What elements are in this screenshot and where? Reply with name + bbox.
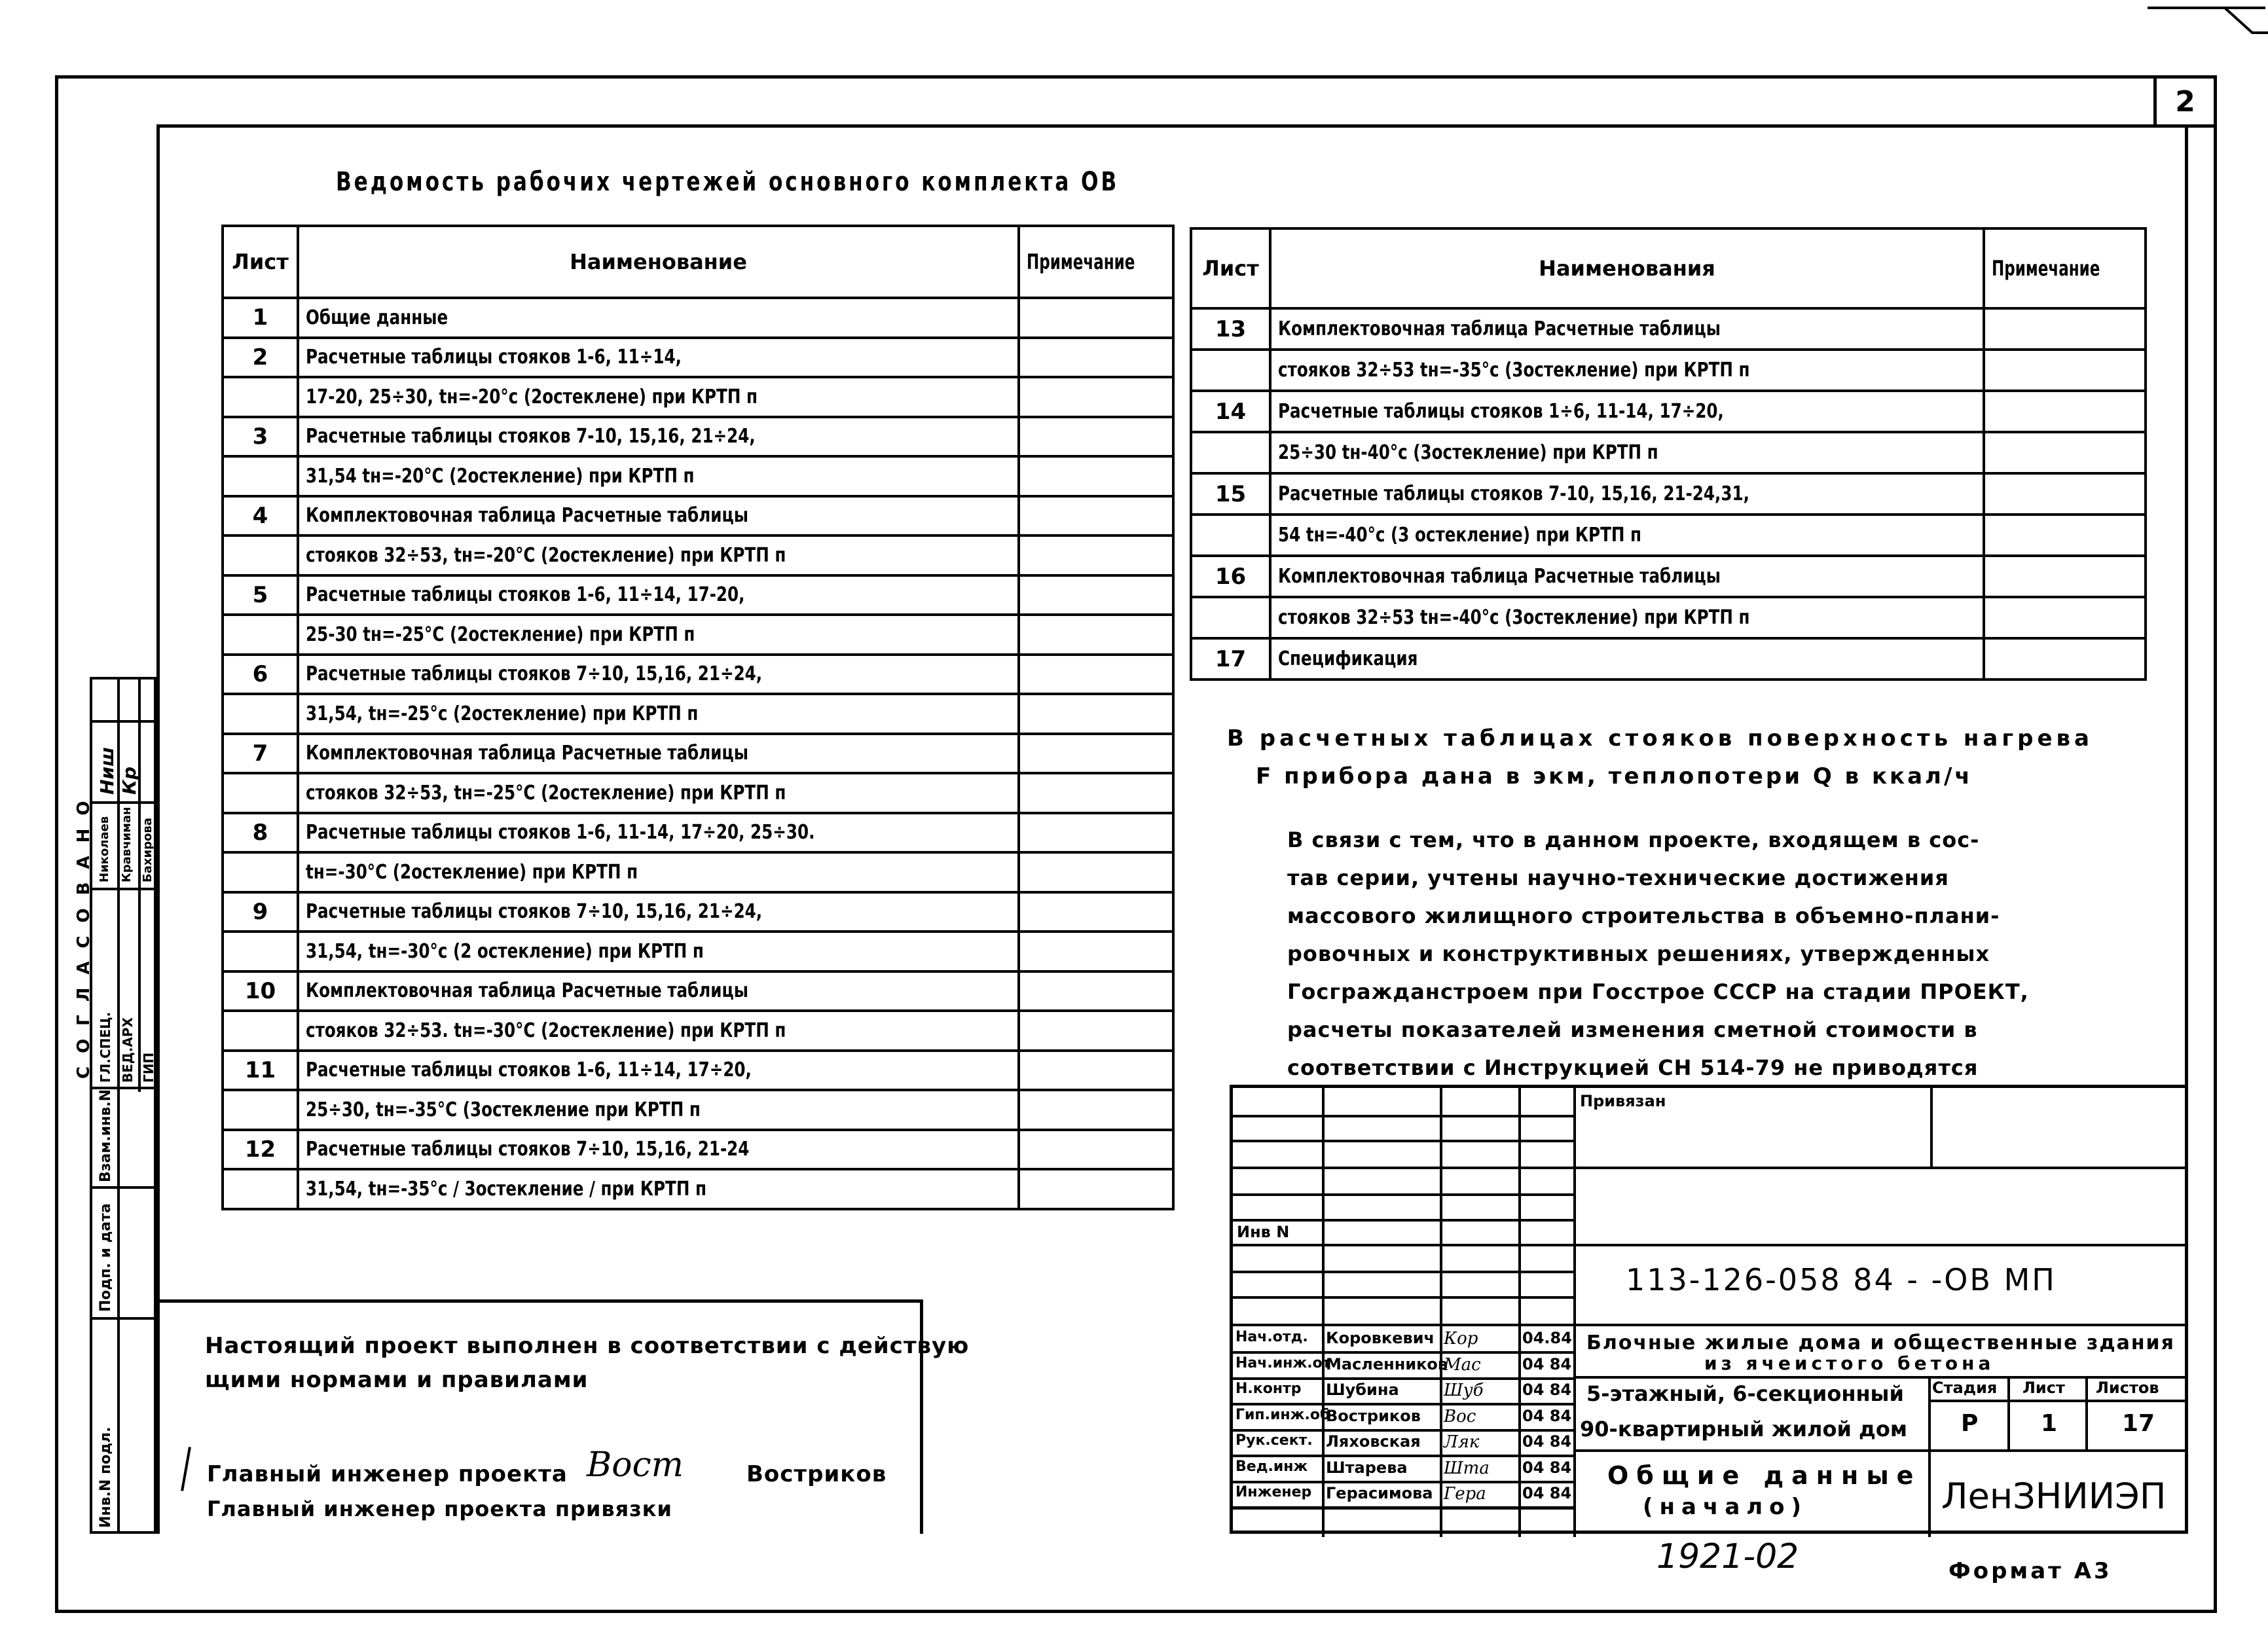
sheet-number-cell xyxy=(223,535,298,575)
personnel-signature: Ляк xyxy=(1444,1432,1480,1452)
table-row xyxy=(223,1011,1173,1051)
title-block xyxy=(1230,1085,2185,1534)
note2-line: соответствии с Инструкцией СН 514-79 не приводятся xyxy=(1287,1055,1979,1080)
sheet-number-cell xyxy=(223,773,298,813)
sheets-total-value: 17 xyxy=(2122,1410,2155,1437)
name-text: Расчетные таблицы стояков 1-6, 11-14, 17÷20, 25÷30. xyxy=(306,821,815,844)
name-cell xyxy=(298,852,1019,892)
name-cell xyxy=(1270,638,1984,680)
sheet-number-cell xyxy=(223,1090,298,1130)
table-row xyxy=(1191,432,2146,473)
name-text: стояков 32÷53, tн=-20°С (2остекление) при КРТП п xyxy=(306,543,786,567)
table-row xyxy=(1191,308,2146,350)
note-cell xyxy=(1019,338,1173,378)
stamp-name: Николаев xyxy=(98,816,111,882)
personnel-date: 04 84 xyxy=(1522,1432,1572,1451)
note-cell xyxy=(1019,655,1173,695)
name-text: Расчетные таблицы стояков 7÷10, 15,16, 21÷24, xyxy=(306,662,763,686)
name-cell xyxy=(298,1169,1019,1209)
personnel-role: Н.контр xyxy=(1235,1381,1302,1397)
name-cell xyxy=(298,694,1019,734)
right-table-body xyxy=(1191,308,2146,680)
table-row xyxy=(223,932,1173,971)
sheet-number-cell: 2 xyxy=(223,338,298,378)
note2-line: массового жилищного строительства в объемно-плани- xyxy=(1287,903,2000,928)
table-row xyxy=(223,1051,1173,1091)
name-text: стояков 32÷53 tн=-35°с (3остекление) при КРТП п xyxy=(1278,359,1750,382)
personnel-date: 04 84 xyxy=(1522,1381,1572,1399)
name-cell xyxy=(298,932,1019,971)
name-text: Расчетные таблицы стояков 7-10, 15,16, 21÷24, xyxy=(306,425,756,448)
table-row xyxy=(1191,515,2146,556)
name-cell xyxy=(298,892,1019,932)
sheet-number-cell xyxy=(223,615,298,655)
table-row xyxy=(223,535,1173,575)
note-cell xyxy=(1019,575,1173,615)
name-cell xyxy=(298,377,1019,417)
note1-line: В расчетных таблицах стояков поверхность нагрева xyxy=(1227,725,2093,752)
sheet-number-cell: 14 xyxy=(1191,391,1270,432)
table-row xyxy=(223,655,1173,695)
header-name: Наименования xyxy=(1270,228,1984,308)
name-cell xyxy=(1270,597,1984,638)
note2-line: В связи с тем, что в данном проекте, входящем в сос- xyxy=(1287,827,1980,852)
name-text: Расчетные таблицы стояков 1÷6, 11-14, 17÷20, xyxy=(1278,400,1724,423)
personnel-role: Нач.инж.от xyxy=(1235,1354,1331,1371)
table-row xyxy=(223,298,1173,338)
table-row xyxy=(223,1130,1173,1170)
personnel-signature: Гера xyxy=(1444,1484,1486,1504)
name-text: 25-30 tн=-25°С (2остекление) при КРТП п xyxy=(306,623,695,646)
personnel-name: Герасимова xyxy=(1326,1484,1433,1502)
personnel-role: Инженер xyxy=(1235,1484,1312,1500)
sheet-number-cell xyxy=(1191,432,1270,473)
table-row xyxy=(223,734,1173,774)
name-text: 31,54 tн=-20°С (2остекление) при КРТП п xyxy=(306,464,695,488)
personnel-name: Шубина xyxy=(1326,1381,1399,1399)
stage-label: Стадия xyxy=(1932,1379,1998,1397)
bound-label: Привязан xyxy=(1580,1092,1666,1110)
personnel-date: 04.84 xyxy=(1522,1329,1572,1347)
sheet-number-cell: 1 xyxy=(223,298,298,338)
note-cell xyxy=(1019,813,1173,853)
name-cell xyxy=(298,734,1019,774)
document-code: 113-126-058 84 - -ОВ МП xyxy=(1626,1262,2057,1297)
name-cell xyxy=(298,535,1019,575)
sheet-number-cell: 4 xyxy=(223,496,298,536)
sheet-number-cell xyxy=(223,1169,298,1209)
sheet-number-cell: 16 xyxy=(1191,556,1270,597)
stamp-title: СОГЛАСОВАНО xyxy=(74,788,94,1079)
personnel-name: Штарева xyxy=(1326,1458,1408,1477)
sheet-number-cell: 5 xyxy=(223,575,298,615)
note2-line: тав серии, учтены научно-технические достижения xyxy=(1287,865,1949,890)
sheet-number-cell: 8 xyxy=(223,813,298,853)
personnel-date: 04 84 xyxy=(1522,1484,1572,1502)
name-text: 31,54, tн=-25°с (2остекление) при КРТП п xyxy=(306,702,699,725)
table-row xyxy=(1191,597,2146,638)
name-text: 25÷30 tн-40°с (3остекление) при КРТП п xyxy=(1278,441,1658,464)
stage-value: Р xyxy=(1961,1410,1979,1437)
compliance-statement-line: щими нормами и правилами xyxy=(205,1367,589,1393)
table-row xyxy=(1191,556,2146,597)
chief-engineer-signature: Вост xyxy=(587,1445,684,1485)
personnel-name: Востриков xyxy=(1326,1406,1421,1425)
table-row xyxy=(223,338,1173,378)
name-text: Расчетные таблицы стояков 1-6, 11÷14, 17÷20, xyxy=(306,1059,752,1082)
personnel-name: Ляховская xyxy=(1326,1432,1421,1451)
table-row xyxy=(223,575,1173,615)
drawing-list-table-left xyxy=(221,225,1175,1210)
sheet-number: 2 xyxy=(2175,84,2195,118)
name-text: стояков 32÷53 tн=-40°с (3остекление) при КРТП п xyxy=(1278,606,1750,629)
note-cell xyxy=(1019,377,1173,417)
sheet-number-cell: 13 xyxy=(1191,308,1270,350)
drawing-list-table-right xyxy=(1190,227,2147,681)
building-line: 90-квартирный жилой дом xyxy=(1580,1417,1907,1441)
sheet-number-box xyxy=(2153,75,2217,128)
page-title: Ведомость рабочих чертежей основного комплекта ОВ xyxy=(336,167,1120,197)
table-header-row xyxy=(223,226,1173,298)
personnel-date: 04 84 xyxy=(1522,1354,1572,1373)
sheet-value: 1 xyxy=(2041,1410,2058,1437)
note-cell xyxy=(1984,515,2146,556)
strip-label-inventory: Инв.N подл. xyxy=(98,1426,114,1528)
note-cell xyxy=(1019,694,1173,734)
stamp-signature: Ниш xyxy=(96,747,118,795)
note-cell xyxy=(1984,308,2146,350)
side-strip xyxy=(90,1089,156,1534)
note-cell xyxy=(1019,892,1173,932)
name-text: Расчетные таблицы стояков 7÷10, 15,16, 21÷24, xyxy=(306,900,763,924)
organization-name: ЛенЗНИИЭП xyxy=(1941,1476,2167,1517)
note2-line: ровочных и конструктивных решениях, утвержденных xyxy=(1287,941,1990,966)
name-text: Комплектовочная таблица Расчетные таблицы xyxy=(306,504,748,528)
project-title-line: из ячеистого бетона xyxy=(1704,1352,1995,1374)
building-line: 5-этажный, 6-секционный xyxy=(1586,1381,1904,1406)
project-title-line: Блочные жилые дома и общественные здания xyxy=(1586,1332,2175,1354)
name-text: Расчетные таблицы стояков 1-6, 11÷14, 17-20, xyxy=(306,583,745,607)
personnel-signature: Кор xyxy=(1444,1329,1478,1349)
stamp-name: Бахирова xyxy=(141,818,155,882)
name-text: 54 tн=-40°с (3 остекление) при КРТП п xyxy=(1278,524,1642,547)
sheet-number-cell xyxy=(223,932,298,971)
note-cell xyxy=(1019,1051,1173,1091)
name-text: 17-20, 25÷30, tн=-20°с (2остеклене) при КРТП п xyxy=(306,385,758,408)
note-cell xyxy=(1019,932,1173,971)
note-cell xyxy=(1019,456,1173,496)
sheets-label: Листов xyxy=(2096,1379,2159,1397)
note-cell xyxy=(1019,496,1173,536)
name-text: Комплектовочная таблица Расчетные таблицы xyxy=(306,742,748,765)
stamp-signature: Кр xyxy=(119,767,140,795)
sheet-number-cell: 17 xyxy=(1191,638,1270,680)
archive-number: 1921-02 xyxy=(1656,1537,1799,1576)
sheet-number-cell: 10 xyxy=(223,971,298,1011)
note-cell xyxy=(1984,597,2146,638)
sheet-number-cell: 11 xyxy=(223,1051,298,1091)
note-cell xyxy=(1019,852,1173,892)
name-cell xyxy=(1270,515,1984,556)
name-cell xyxy=(298,1130,1019,1170)
table-row xyxy=(223,852,1173,892)
stamp-role: ГИП xyxy=(141,1052,156,1083)
table-row xyxy=(223,694,1173,734)
name-cell xyxy=(1270,432,1984,473)
paper-corner-fold xyxy=(2213,0,2268,39)
name-cell xyxy=(1270,556,1984,597)
name-text: Расчетные таблицы стояков 7÷10, 15,16, 21-24 xyxy=(306,1138,750,1161)
name-cell xyxy=(298,338,1019,378)
sheet-number-cell xyxy=(223,456,298,496)
note-cell xyxy=(1019,298,1173,338)
name-cell xyxy=(298,298,1019,338)
table-row xyxy=(1191,473,2146,515)
name-text: Комплектовочная таблица Расчетные таблицы xyxy=(306,979,748,1003)
name-text: Расчетные таблицы стояков 7-10, 15,16, 21-24,31, xyxy=(1278,482,1749,505)
sheet-number-cell: 9 xyxy=(223,892,298,932)
name-text: 25÷30, tн=-35°С (3остекление при КРТП п xyxy=(306,1098,701,1121)
approval-stamp xyxy=(74,677,156,1089)
sheet-number-cell xyxy=(223,377,298,417)
personnel-role: Вед.инж xyxy=(1235,1458,1308,1475)
note-cell xyxy=(1019,1090,1173,1130)
note-cell xyxy=(1019,535,1173,575)
header-name: Наименование xyxy=(298,226,1019,298)
personnel-name: Коровкевич xyxy=(1326,1329,1435,1347)
name-cell xyxy=(298,615,1019,655)
table-row xyxy=(223,813,1173,853)
table-row xyxy=(1191,391,2146,432)
chief-engineer-name: Востриков xyxy=(746,1461,887,1487)
stamp-role: ГЛ.СПЕЦ. xyxy=(98,1011,113,1083)
personnel-name: Масленников xyxy=(1326,1354,1448,1373)
sheet-number-cell: 6 xyxy=(223,655,298,695)
name-text: стояков 32÷53, tн=-25°С (2остекление) при КРТП п xyxy=(306,781,786,805)
header-note: Примечание xyxy=(1019,226,1173,298)
table-header-row xyxy=(1191,228,2146,308)
sheet-number-cell xyxy=(1191,515,1270,556)
name-text: Комплектовочная таблица Расчетные таблицы xyxy=(1278,565,1721,588)
strip-label-replacement: Взам.инв.N xyxy=(98,1089,114,1182)
sheet-number-cell xyxy=(223,852,298,892)
table-row xyxy=(223,496,1173,536)
personnel-role: Гип.инж.об xyxy=(1235,1406,1330,1423)
note-cell xyxy=(1019,1169,1173,1209)
name-cell xyxy=(298,1011,1019,1051)
sheet-number-cell: 7 xyxy=(223,734,298,774)
left-table-body xyxy=(223,298,1173,1209)
binding-engineer-label: Главный инженер проекта привязки xyxy=(207,1496,672,1521)
personnel-signature: Мас xyxy=(1444,1354,1481,1375)
name-cell xyxy=(298,1051,1019,1091)
name-text: tн=-30°С (2остекление) при КРТП п xyxy=(306,860,638,884)
stamp-name: Кравчиман xyxy=(120,806,134,882)
name-text: 31,54, tн=-35°с / 3остекление / при КРТП п xyxy=(306,1177,706,1201)
personnel-signature: Вос xyxy=(1444,1406,1476,1426)
note-cell xyxy=(1984,638,2146,680)
note-cell xyxy=(1019,1130,1173,1170)
note2-line: Госгражданстроем при Госстрое СССР на стадии ПРОЕКТ, xyxy=(1287,979,2029,1004)
sheet-number-cell xyxy=(223,694,298,734)
name-cell xyxy=(298,456,1019,496)
table-row xyxy=(1191,350,2146,391)
table-row xyxy=(223,615,1173,655)
note-cell xyxy=(1019,773,1173,813)
name-cell xyxy=(1270,308,1984,350)
name-cell xyxy=(298,773,1019,813)
name-cell xyxy=(298,575,1019,615)
name-text: Спецификация xyxy=(1278,647,1418,670)
table-row xyxy=(223,1169,1173,1209)
right-margin-line xyxy=(2185,124,2188,1534)
personnel-date: 04 84 xyxy=(1522,1458,1572,1477)
personnel-role: Рук.сект. xyxy=(1235,1432,1313,1449)
name-cell xyxy=(298,417,1019,457)
name-text: Расчетные таблицы стояков 1-6, 11÷14, xyxy=(306,346,682,369)
format-label: Формат А3 xyxy=(1948,1558,2112,1584)
name-cell xyxy=(1270,350,1984,391)
note-cell xyxy=(1019,417,1173,457)
personnel-role: Нач.отд. xyxy=(1235,1329,1308,1345)
name-cell xyxy=(298,496,1019,536)
table-row xyxy=(223,377,1173,417)
note-cell xyxy=(1984,391,2146,432)
header-note: Примечание xyxy=(1984,228,2146,308)
name-text: Комплектовочная таблица Расчетные таблицы xyxy=(1278,317,1721,340)
name-text: 31,54, tн=-30°с (2 остекление) при КРТП п xyxy=(306,939,704,963)
note-cell xyxy=(1019,734,1173,774)
chief-engineer-label: Главный инженер проекта xyxy=(207,1461,568,1487)
note1-line: F прибора дана в экм, теплопотери Q в ккал/ч xyxy=(1256,763,1973,789)
personnel-signature: Шуб xyxy=(1444,1381,1484,1400)
strip-label-signature-date: Подп. и дата xyxy=(98,1203,114,1312)
sheet-label: Лист xyxy=(2022,1379,2065,1397)
name-cell xyxy=(298,971,1019,1011)
table-row xyxy=(223,971,1173,1011)
table-row xyxy=(223,1090,1173,1130)
sheet-number-cell: 12 xyxy=(223,1130,298,1170)
personnel-date: 04 84 xyxy=(1522,1406,1572,1425)
note-cell xyxy=(1019,971,1173,1011)
sheet-title-line: Общие данные xyxy=(1607,1461,1922,1490)
name-cell xyxy=(1270,391,1984,432)
compliance-statement-line: Настоящий проект выполнен в соответствии с действую xyxy=(205,1333,970,1359)
note-cell xyxy=(1984,473,2146,515)
header-sheet: Лист xyxy=(223,226,298,298)
sheet-title-line: (начало) xyxy=(1643,1494,1808,1520)
note-cell xyxy=(1984,350,2146,391)
note-cell xyxy=(1019,1011,1173,1051)
table-row xyxy=(223,417,1173,457)
table-row xyxy=(223,892,1173,932)
personnel-signature: Шта xyxy=(1444,1458,1490,1478)
name-cell xyxy=(298,813,1019,853)
inv-label: Инв N xyxy=(1237,1223,1290,1241)
name-cell xyxy=(298,655,1019,695)
name-cell xyxy=(298,1090,1019,1130)
sheet-number-cell xyxy=(223,1011,298,1051)
sheet-number-cell xyxy=(1191,597,1270,638)
name-cell xyxy=(1270,473,1984,515)
sheet-number-cell: 15 xyxy=(1191,473,1270,515)
note-cell xyxy=(1984,556,2146,597)
stamp-role: ВЕД.АРХ xyxy=(120,1017,136,1083)
note-cell xyxy=(1984,432,2146,473)
table-row xyxy=(223,773,1173,813)
header-sheet: Лист xyxy=(1191,228,1270,308)
table-row xyxy=(223,456,1173,496)
note2-line: расчеты показателей изменения сметной стоимости в xyxy=(1287,1017,1978,1042)
sheet-number-cell: 3 xyxy=(223,417,298,457)
name-text: Общие данные xyxy=(306,306,448,329)
sheet-number-cell xyxy=(1191,350,1270,391)
note-cell xyxy=(1019,615,1173,655)
table-row xyxy=(1191,638,2146,680)
name-text: стояков 32÷53. tн=-30°С (2остекление) при КРТП п xyxy=(306,1019,786,1042)
